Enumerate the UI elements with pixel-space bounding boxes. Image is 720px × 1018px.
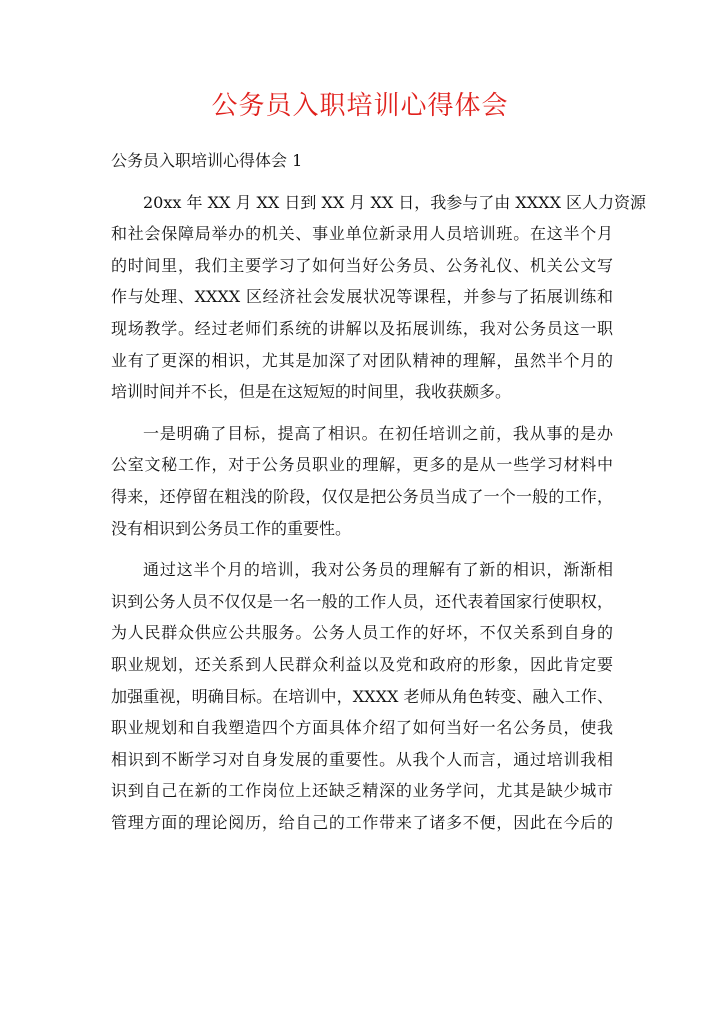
paragraph-line: 相识到不断学习对自身发展的重要性。从我个人而言，通过培训我相 xyxy=(111,749,613,769)
paragraph-2 xyxy=(111,418,613,544)
paragraph-line: 现场教学。经过老师们系统的讲解以及拓展训练，我对公务员这一职 xyxy=(111,318,613,338)
paragraph-line: 为人民群众供应公共服务。公务人员工作的好坏，不仅关系到自身的 xyxy=(111,623,613,643)
paragraph-line: 20xx 年 XX 月 XX 日到 XX 月 XX 日，我参与了由 XXXX 区人力资源 xyxy=(143,192,647,212)
paragraph-line: 没有相识到公务员工作的重要性。 xyxy=(111,518,352,538)
document-title: 公务员入职培训心得体会 xyxy=(211,91,509,121)
paragraph-line: 职业规划，还关系到人民群众利益以及党和政府的形象，因此肯定要 xyxy=(111,654,613,674)
paragraph-line: 和社会保障局举办的机关、事业单位新录用人员培训班。在这半个月 xyxy=(111,224,613,244)
paragraph-line: 管理方面的理论阅历，给自己的工作带来了诸多不便，因此在今后的 xyxy=(111,812,613,832)
paragraph-line: 识到自己在新的工作岗位上还缺乏精深的业务学问，尤其是缺少城市 xyxy=(111,781,613,801)
paragraph-line: 职业规划和自我塑造四个方面具体介绍了如何当好一名公务员，使我 xyxy=(111,718,613,738)
document-body xyxy=(111,145,647,848)
paragraph-3 xyxy=(111,554,613,838)
paragraph-line: 通过这半个月的培训，我对公务员的理解有了新的相识，渐渐相 xyxy=(143,560,613,580)
paragraph-line: 的时间里，我们主要学习了如何当好公务员、公务礼仪、机关公文写 xyxy=(111,255,613,275)
paragraph-line: 一是明确了目标，提高了相识。在初任培训之前，我从事的是办 xyxy=(143,423,613,443)
paragraph-line: 加强重视，明确目标。在培训中，XXXX 老师从角色转变、融入工作、 xyxy=(111,686,613,706)
paragraph-line: 识到公务人员不仅仅是一名一般的工作人员，还代表着国家行使职权， xyxy=(111,591,613,611)
paragraph-1 xyxy=(111,187,647,408)
paragraph-line: 作与处理、XXXX 区经济社会发展状况等课程，并参与了拓展训练和 xyxy=(111,287,613,307)
paragraph-line: 公室文秘工作，对于公务员职业的理解，更多的是从一些学习材料中 xyxy=(111,455,613,475)
paragraph-line: 培训时间并不长，但是在这短短的时间里，我收获颇多。 xyxy=(111,382,512,402)
paragraph-line: 得来，还停留在粗浅的阶段，仅仅是把公务员当成了一个一般的工作， xyxy=(111,486,613,506)
paragraph-line: 业有了更深的相识，尤其是加深了对团队精神的理解，虽然半个月的 xyxy=(111,350,613,370)
section-subheading: 公务员入职培训心得体会 1 xyxy=(111,151,303,170)
